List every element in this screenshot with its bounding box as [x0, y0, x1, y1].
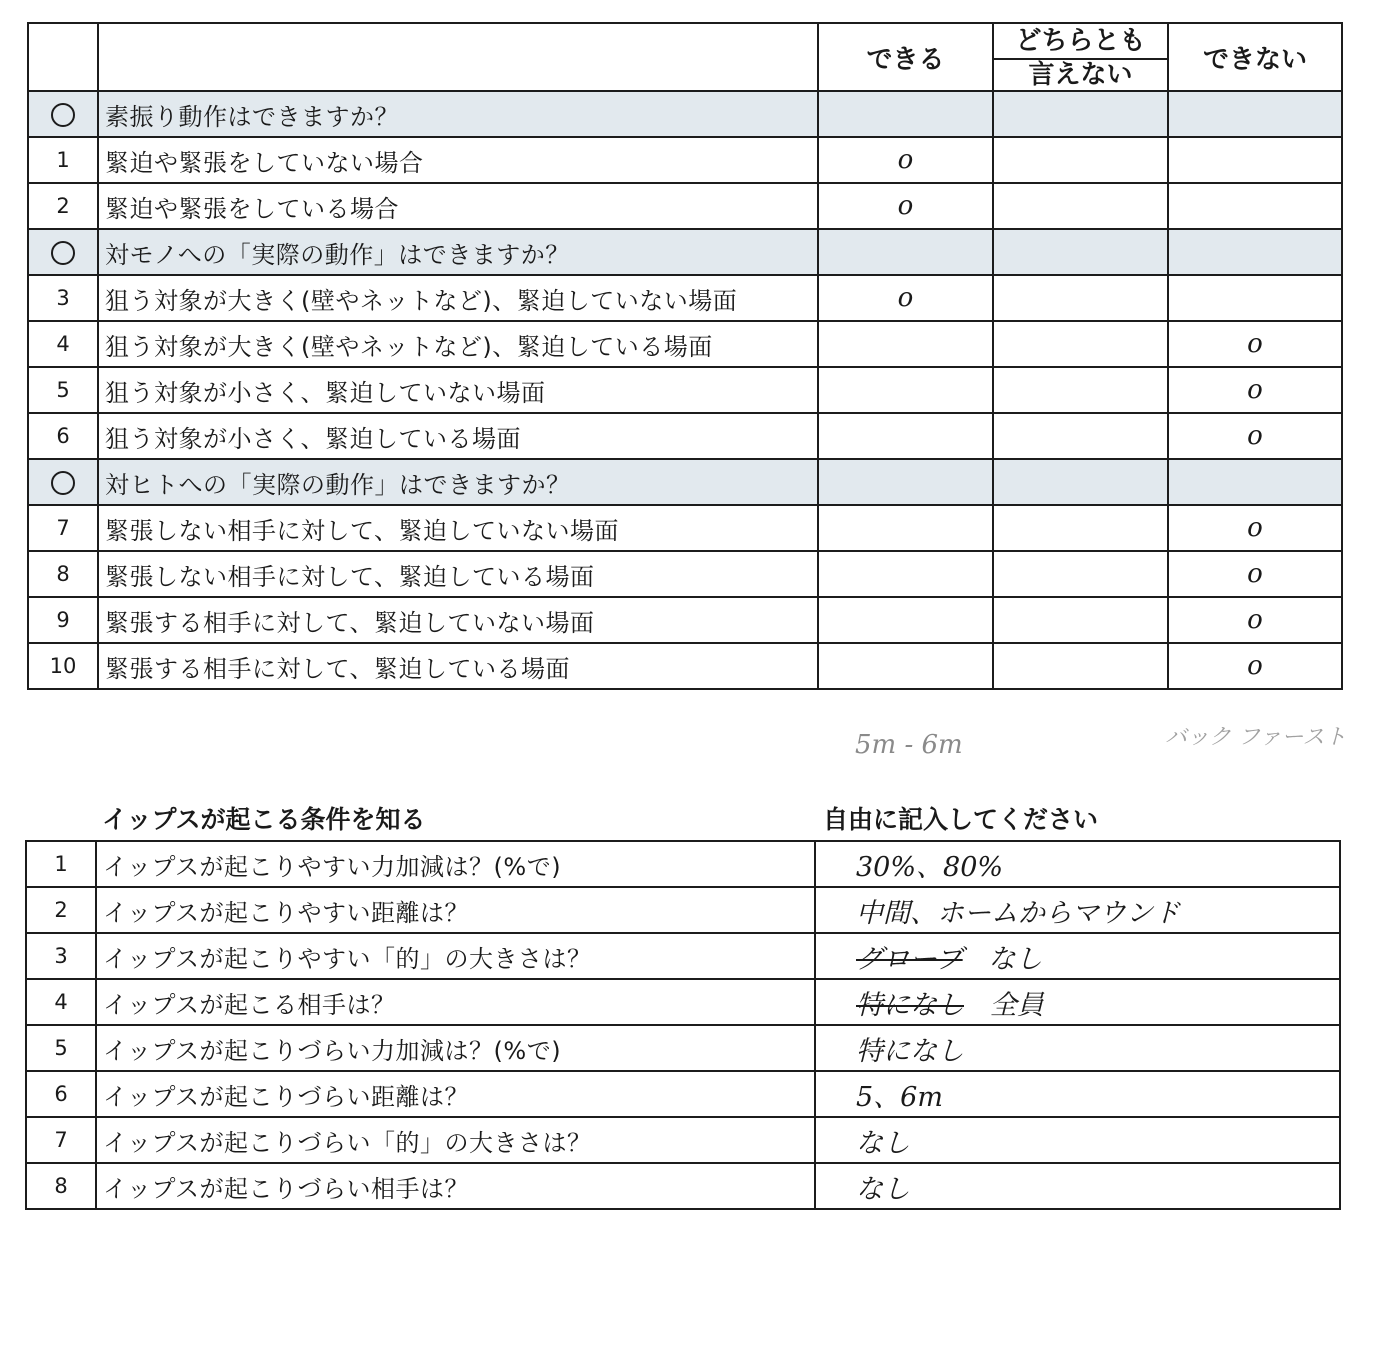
row-question: イップスが起こりづらい相手は？ — [96, 1163, 815, 1209]
diagonal-cell — [818, 459, 993, 505]
circle-icon — [51, 471, 75, 495]
answer-neither-cell[interactable] — [993, 413, 1168, 459]
answer-no-cell[interactable] — [1168, 183, 1342, 229]
row-number: 7 — [28, 505, 98, 551]
row-number: 10 — [28, 643, 98, 689]
table-row — [26, 1071, 1340, 1117]
answer-neither-cell[interactable] — [993, 321, 1168, 367]
row-number: 8 — [26, 1163, 96, 1209]
circle-icon — [51, 241, 75, 265]
row-question: 緊張する相手に対して、緊迫していない場面 — [98, 597, 818, 643]
diagonal-cell — [993, 91, 1168, 137]
struck-answer-text: 特になし — [856, 989, 964, 1021]
row-question: イップスが起こる相手は？ — [96, 979, 815, 1025]
table-row — [28, 413, 1342, 459]
answer-cell[interactable] — [815, 979, 1340, 1025]
table-row — [28, 275, 1342, 321]
answer-text: なし — [988, 943, 1043, 975]
struck-answer-text: グローブ — [856, 943, 963, 975]
diagonal-cell — [1168, 91, 1342, 137]
answer-no-cell[interactable] — [1168, 275, 1342, 321]
row-number: 4 — [26, 979, 96, 1025]
row-number: 3 — [26, 933, 96, 979]
ability-table — [27, 22, 1343, 690]
section-title-yips: イップスが起こる条件を知る — [102, 805, 426, 834]
answer-no-cell[interactable]: o — [1168, 551, 1342, 597]
section-marker — [28, 91, 98, 137]
answer-yes-cell[interactable] — [818, 597, 993, 643]
answer-cell[interactable] — [815, 841, 1340, 887]
table-row — [26, 933, 1340, 979]
answer-cell[interactable] — [815, 1117, 1340, 1163]
answer-yes-cell[interactable] — [818, 551, 993, 597]
answer-neither-cell[interactable] — [993, 183, 1168, 229]
row-number: 4 — [28, 321, 98, 367]
answer-no-cell[interactable]: o — [1168, 643, 1342, 689]
section-row — [28, 229, 1342, 275]
answer-text: 全員 — [989, 989, 1044, 1021]
row-question: 狙う対象が大きく(壁やネットなど)、緊迫していない場面 — [98, 275, 818, 321]
row-number: 1 — [26, 841, 96, 887]
header-yes: できる — [818, 23, 993, 91]
section-marker — [28, 229, 98, 275]
circle-icon — [51, 103, 75, 127]
header-neither — [993, 23, 1168, 91]
table-row — [26, 979, 1340, 1025]
answer-yes-cell[interactable]: o — [818, 183, 993, 229]
yips-conditions-table — [25, 840, 1341, 1210]
answer-text: 30%、80% — [856, 851, 1004, 883]
section-title: 素振り動作はできますか？ — [98, 91, 818, 137]
header-no: できない — [1168, 23, 1342, 91]
table-row — [28, 367, 1342, 413]
table-row — [26, 1117, 1340, 1163]
table-row — [26, 1163, 1340, 1209]
table-row — [26, 887, 1340, 933]
row-question: 狙う対象が小さく、緊迫していない場面 — [98, 367, 818, 413]
row-number: 5 — [28, 367, 98, 413]
row-question: イップスが起こりやすい「的」の大きさは？ — [96, 933, 815, 979]
row-number: 3 — [28, 275, 98, 321]
row-question: イップスが起こりづらい「的」の大きさは？ — [96, 1117, 815, 1163]
table-row — [28, 137, 1342, 183]
row-question: 緊張しない相手に対して、緊迫していない場面 — [98, 505, 818, 551]
diagonal-cell — [1168, 229, 1342, 275]
answer-cell[interactable] — [815, 1071, 1340, 1117]
answer-neither-cell[interactable] — [993, 505, 1168, 551]
row-number: 8 — [28, 551, 98, 597]
section-title: 対ヒトへの「実際の動作」はできますか？ — [98, 459, 818, 505]
row-question: イップスが起こりやすい距離は？ — [96, 887, 815, 933]
table-row — [26, 841, 1340, 887]
row-number: 1 — [28, 137, 98, 183]
table-row — [28, 597, 1342, 643]
diagonal-cell — [1168, 459, 1342, 505]
diagonal-cell — [818, 91, 993, 137]
answer-no-cell[interactable]: o — [1168, 413, 1342, 459]
table-row — [28, 551, 1342, 597]
row-number: 7 — [26, 1117, 96, 1163]
row-question: 狙う対象が大きく(壁やネットなど)、緊迫している場面 — [98, 321, 818, 367]
table-row — [28, 505, 1342, 551]
answer-yes-cell[interactable] — [818, 367, 993, 413]
header-neither-line1: どちらとも — [994, 24, 1167, 60]
row-question: 緊張する相手に対して、緊迫している場面 — [98, 643, 818, 689]
answer-no-cell[interactable] — [1168, 137, 1342, 183]
answer-no-cell[interactable]: o — [1168, 367, 1342, 413]
answer-text: 5、6m — [856, 1081, 943, 1113]
section-row — [28, 91, 1342, 137]
question-header-cell — [98, 23, 818, 91]
row-question: 狙う対象が小さく、緊迫している場面 — [98, 413, 818, 459]
answer-yes-cell[interactable] — [818, 505, 993, 551]
corner-cell — [28, 23, 98, 91]
answer-neither-cell[interactable] — [993, 597, 1168, 643]
table-row — [26, 1025, 1340, 1071]
answer-yes-cell[interactable]: o — [818, 137, 993, 183]
answer-no-cell[interactable]: o — [1168, 505, 1342, 551]
answer-text: 中間、ホームからマウンド — [856, 897, 1180, 929]
handwritten-position-note: バック ファースト — [1165, 725, 1347, 750]
answer-no-cell[interactable]: o — [1168, 321, 1342, 367]
answer-text: なし — [856, 1127, 910, 1159]
row-number: 9 — [28, 597, 98, 643]
answer-yes-cell[interactable] — [818, 413, 993, 459]
section-title: 対モノへの「実際の動作」はできますか？ — [98, 229, 818, 275]
row-number: 6 — [28, 413, 98, 459]
answer-no-cell[interactable]: o — [1168, 597, 1342, 643]
answer-cell[interactable] — [815, 1025, 1340, 1071]
row-number: 2 — [28, 183, 98, 229]
answer-text: 特になし — [856, 1035, 964, 1067]
diagonal-cell — [818, 229, 993, 275]
row-question: 緊迫や緊張をしている場合 — [98, 183, 818, 229]
section-marker — [28, 459, 98, 505]
answer-yes-cell[interactable] — [818, 321, 993, 367]
diagonal-cell — [993, 459, 1168, 505]
diagonal-cell — [993, 229, 1168, 275]
row-question: イップスが起こりやすい力加減は？(%で) — [96, 841, 815, 887]
header-row — [28, 23, 1342, 91]
answer-header: 自由に記入してください — [823, 805, 1099, 834]
answer-cell[interactable] — [815, 1163, 1340, 1209]
table-row — [28, 321, 1342, 367]
answer-yes-cell[interactable]: o — [818, 275, 993, 321]
row-question: イップスが起こりづらい距離は？ — [96, 1071, 815, 1117]
section-row — [28, 459, 1342, 505]
table-row — [28, 643, 1342, 689]
row-number: 5 — [26, 1025, 96, 1071]
answer-text: なし — [856, 1173, 910, 1205]
answer-neither-cell[interactable] — [993, 367, 1168, 413]
answer-neither-cell[interactable] — [993, 643, 1168, 689]
answer-yes-cell[interactable] — [818, 643, 993, 689]
answer-neither-cell[interactable] — [993, 275, 1168, 321]
row-question: イップスが起こりづらい力加減は？(%で) — [96, 1025, 815, 1071]
row-number: 2 — [26, 887, 96, 933]
answer-cell[interactable] — [815, 933, 1340, 979]
row-question: 緊張しない相手に対して、緊迫している場面 — [98, 551, 818, 597]
handwritten-distance-note: 5m - 6m — [855, 730, 963, 760]
table-row — [28, 183, 1342, 229]
row-question: 緊迫や緊張をしていない場合 — [98, 137, 818, 183]
answer-neither-cell[interactable] — [993, 137, 1168, 183]
header-neither-line2: 言えない — [1028, 60, 1133, 90]
row-number: 6 — [26, 1071, 96, 1117]
answer-cell[interactable] — [815, 887, 1340, 933]
answer-neither-cell[interactable] — [993, 551, 1168, 597]
